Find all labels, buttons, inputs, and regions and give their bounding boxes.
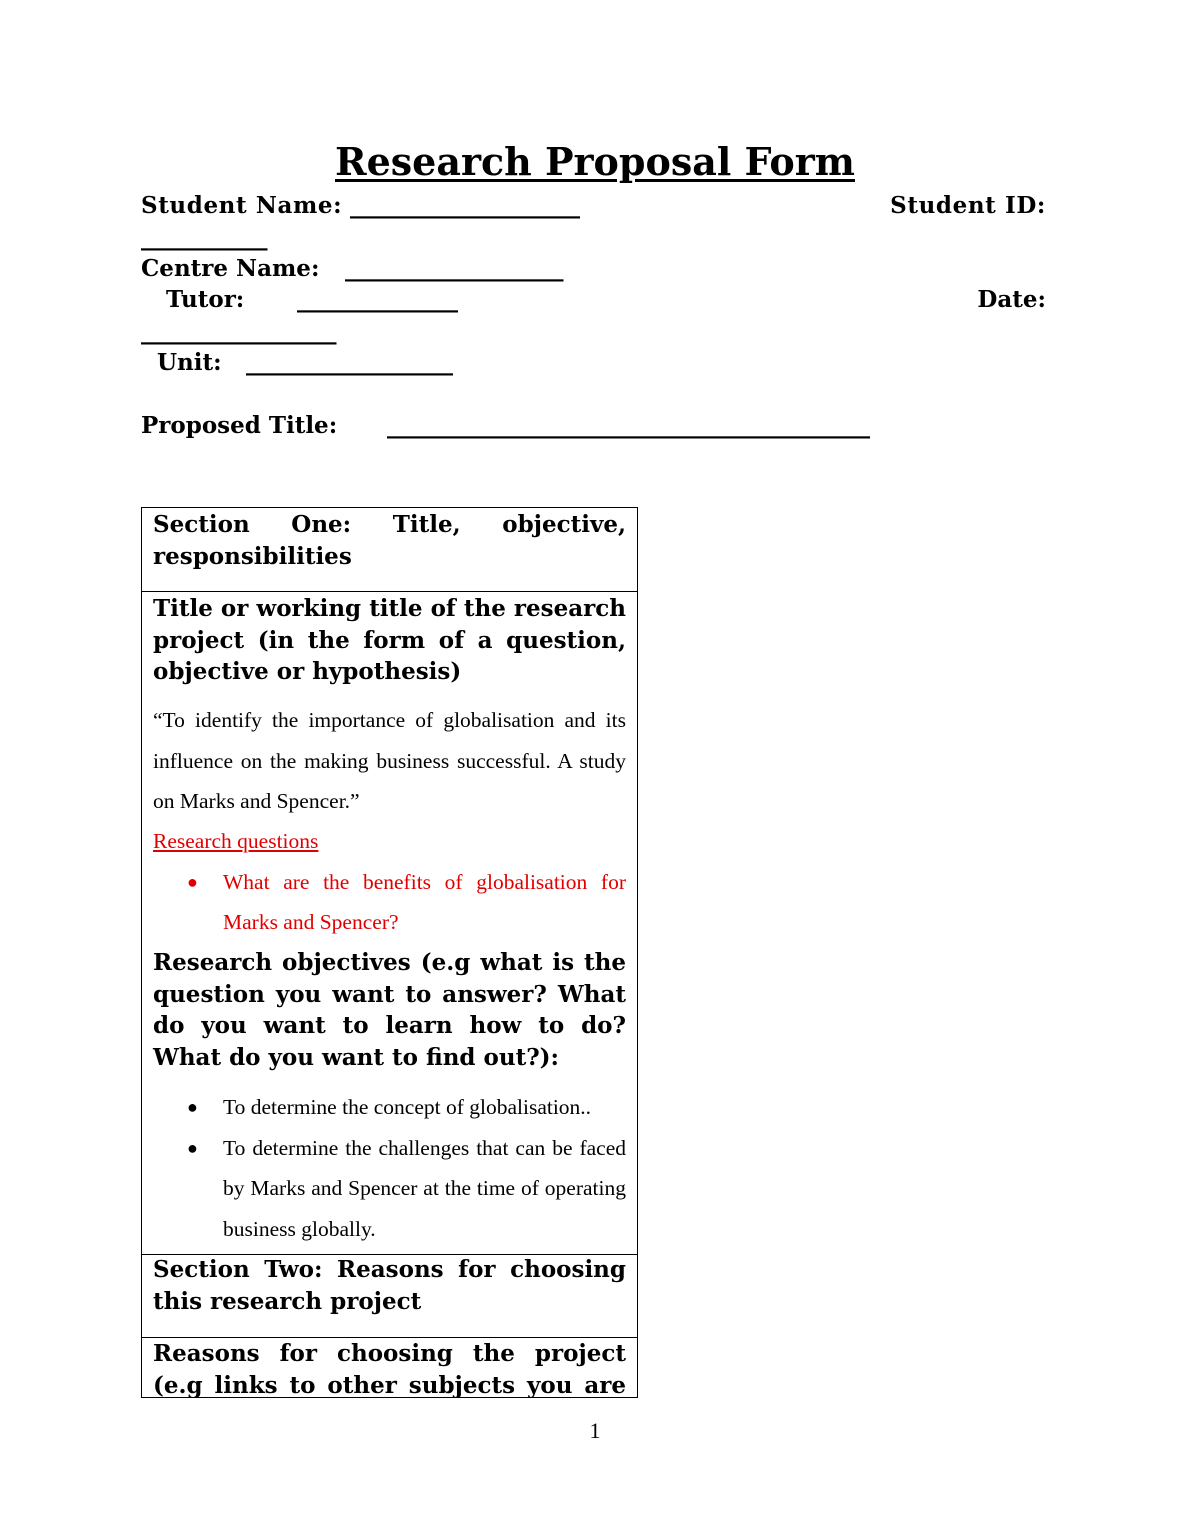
tutor-field[interactable]: ______________ [297,286,458,313]
unit-label: Unit: [157,349,222,376]
section-one-heading: Section One: Title, objective, responsibilities [153,511,626,570]
unit-field[interactable]: __________________ [246,349,453,376]
date-label: Date: [977,286,1046,313]
objectives-block [142,1087,637,1249]
proposed-title-field[interactable]: __________________________________________ [387,412,870,439]
student-name-label: Student Name: [141,192,343,219]
objectives-list [153,1087,626,1249]
objectives-prompt: Research objectives (e.g what is the question you want to answer? What do you want to learn how to do? What do you want to find out?): [153,949,626,1071]
list-item [153,1087,626,1128]
research-question-text[interactable]: What are the benefits of globalisation for Marks and Spencer? [223,869,626,934]
student-id-field[interactable]: ___________ [141,224,268,251]
list-item [153,1128,626,1250]
objective-text[interactable]: To determine the challenges that can be faced by Marks and Spencer at the time of operating business globally. [223,1135,626,1241]
research-questions-block [142,821,637,943]
objective-text[interactable]: To determine the concept of globalisation.. [223,1095,592,1119]
title-prompt: Title or working title of the research project (in the form of a question, objective or hypothesis) [153,595,626,685]
proposed-title-label: Proposed Title: [141,412,338,439]
proposal-table [141,507,638,1398]
bullet-icon: ● [187,1097,198,1117]
bullet-icon: ● [187,871,198,892]
student-name-field[interactable]: ____________________ [350,192,580,219]
research-questions-list [153,862,626,943]
list-item [153,862,626,943]
student-id-label: Student ID: [890,192,1046,219]
reasons-prompt: Reasons for choosing the project (e.g links to other subjects you are [153,1340,626,1398]
section-two-heading: Section Two: Reasons for choosing this research project [153,1256,626,1315]
tutor-label: Tutor: [166,286,245,313]
centre-name-label: Centre Name: [141,255,320,282]
title-answer[interactable]: “To identify the importance of globalisation and its influence on the making business successful. A study on Marks and Spencer.” [153,708,626,813]
centre-name-field[interactable]: ___________________ [345,255,564,282]
row-divider [142,591,637,592]
bullet-icon: ● [187,1137,198,1158]
date-field[interactable]: _________________ [141,318,337,345]
page-number: 1 [589,1418,601,1443]
research-questions-label: Research questions [153,829,319,853]
page-title: Research Proposal Form [335,139,855,184]
